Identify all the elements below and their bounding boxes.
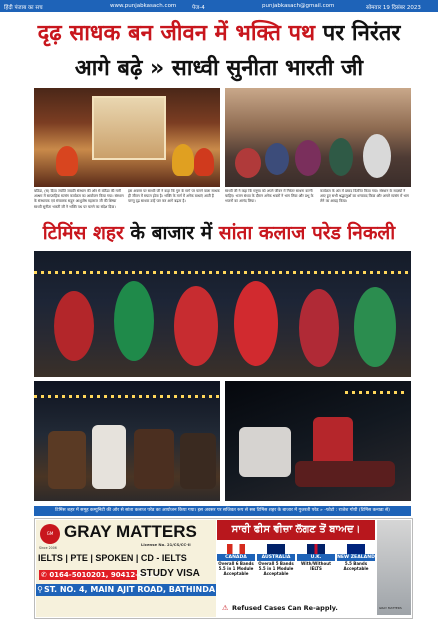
country-name: AUSTRALIA: [257, 554, 295, 561]
photo-caption: टिमिंस शहर में समूह कम्युनिटी की ओर से सांता कलाज परेड का आयोजन किया गया। इस अवसर पर सजिवत रूप से सब टिमिंस शहर के बाजार में गुजरती परेड » -फोटो : राजेश गोयी (टिमिंस कनाडा से): [34, 506, 411, 516]
header-bar: [0, 0, 438, 12]
figure-shape: [172, 144, 194, 176]
marcher-shape: [299, 289, 339, 367]
country-name: U.K.: [297, 554, 335, 561]
gray-matters-ad: [34, 518, 413, 619]
ad-address-text: ST. NO. 4, MAIN AJIT ROAD, BATHINDA: [44, 585, 216, 594]
ad-punjabi-heading: ਸਾਰੀ ਫੀਸ ਵੀਜ਼ਾ ਲੱਗਣ ਤੋਂ ਬਾਅਦ।: [217, 520, 375, 540]
location-pin-icon: ⚲: [37, 585, 43, 594]
horse-parade-photo: [34, 381, 220, 501]
ad-courses: IELTS | PTE | SPOKEN | CD - IELTS: [38, 553, 187, 563]
australia-flag-icon: [267, 544, 285, 554]
since-label: Since 2006: [39, 546, 57, 550]
marcher-shape: [54, 291, 94, 361]
uk-flag-icon: [307, 544, 325, 554]
header-email: punjabkasach@gmail.com: [262, 3, 335, 9]
main-headline-line1: [8, 17, 430, 47]
ad-phone: [39, 570, 163, 580]
horse-shape: [180, 433, 216, 489]
audience-shape: [235, 148, 261, 178]
warning-icon: ⚠: [222, 604, 229, 612]
figure-shape: [56, 146, 78, 176]
horse-shape: [134, 429, 174, 489]
ad-phone-number: 0164-5010201, 90412-43156: [49, 571, 163, 579]
header-masthead: हिंदी पंजाब का सच: [4, 5, 43, 11]
main-headline-line2: आगे बढ़े » साध्वी सुनीता भारती जी: [74, 56, 364, 81]
audience-shape: [329, 138, 353, 176]
parade-crowd-photo: [34, 251, 411, 377]
country-name: CANADA: [217, 554, 255, 561]
satsang-stage-photo: [34, 88, 220, 187]
ad-license: License No. 21/CS/CC-II: [141, 542, 191, 547]
lights-shape: [34, 395, 220, 398]
country-australia: [257, 544, 295, 576]
marcher-shape: [114, 281, 154, 361]
country-desc: With/Without IELTS: [300, 561, 332, 571]
santa-parade-headline: [20, 219, 418, 245]
subhead-red-part-2: सांता कलाज परेड निकली: [218, 222, 396, 244]
story-column-2: इस अवसर पर साध्वी जी ने कहा कि गुरु के मार्ग पर चलने वाला साधक ही जीवन में सफल होता है। भक्ति के मार्ग में अनेक बाधाएं आती हैं परन्तु दृढ़ साधक उन्हें पार कर आगे बढ़ता है।: [128, 189, 220, 204]
reindeer-shape: [239, 427, 291, 477]
country-new-zealand: [337, 544, 375, 571]
refused-cases-note: [222, 604, 338, 612]
country-desc: Overall 5 Bands 5.5 in 1 Module Acceptable: [258, 561, 294, 576]
header-website: www.punjabkasach.com: [110, 3, 177, 9]
country-name: NEW ZEALAND: [337, 555, 375, 560]
country-desc: Overall 6 Bands 5.5 in 1 Module Acceptable: [218, 561, 254, 576]
altar-shape: [92, 96, 166, 160]
ad-brand-title: GRAY MATTERS: [64, 522, 197, 541]
brand-logo-icon: GM: [40, 524, 60, 544]
country-canada: [217, 544, 255, 576]
new-zealand-flag-icon: [347, 544, 365, 554]
horse-shape: [48, 431, 86, 489]
marcher-shape: [174, 286, 218, 366]
headline-black-part: पर निरंतर: [322, 21, 401, 46]
subhead-red-part: टिमिंस शहर: [42, 222, 124, 244]
building-sign: GRAY MATTERS: [379, 606, 402, 610]
sleigh-shape: [295, 461, 395, 487]
marcher-shape: [354, 287, 396, 367]
lights-shape: [345, 391, 405, 394]
audience-shape: [265, 143, 289, 175]
phone-icon: ✆: [41, 571, 50, 579]
santa-sleigh-photo: [225, 381, 411, 501]
story-column-1: बठिंडा, (स) दिव्य ज्योति जाग्रति संस्थान की ओर से बठिंडा की गली आश्रम में साप्ताहिक सत्संग कार्यक्रम का आयोजन किया गया। संस्थान के संस्थापक एवं संचालक सद्गुरु आशुतोष महाराज जी की शिष्या साध्वी सुनीता भारती जी ने भक्ति पथ पर चलने का संदेश दिया।: [34, 189, 124, 209]
ad-left-panel: [36, 520, 216, 617]
ad-right-panel: [217, 520, 411, 617]
ad-address: [36, 584, 216, 596]
audience-shape: [295, 140, 321, 176]
headline-red-part: दृढ़ साधक बन जीवन में भक्ति पथ: [37, 21, 316, 46]
horse-shape: [92, 425, 126, 489]
canada-flag-icon: [227, 544, 245, 554]
story-column-4: कार्यक्रम के अंत में प्रसाद वितरित किया गया। संस्थान के सदस्यों ने आए हुए सभी श्रद्धालुओं का धन्यवाद किया और अगले सत्संग में भाग लेने का आग्रह किया।: [320, 189, 409, 204]
ad-study-visa: STUDY VISA: [140, 568, 200, 579]
lights-shape: [34, 271, 411, 274]
story-column-3: साध्वी जी ने कहा कि मनुष्य को अपने जीवन में निरंतर साधना करनी चाहिए। भजन संध्या के दौरान अनेक भक्तों ने भाग लिया और प्रभु के भजनों का आनंद लिया।: [225, 189, 314, 204]
refused-text: Refused Cases Can Re-apply.: [232, 604, 338, 612]
country-uk: [297, 544, 335, 571]
subhead-black-part: के बाजार में: [130, 222, 213, 244]
audience-photo: [225, 88, 411, 187]
header-date: सोमवार 19 दिसंबर 2023: [366, 5, 421, 11]
audience-shape: [363, 134, 391, 178]
marcher-shape: [234, 281, 278, 366]
santa-shape: [313, 417, 353, 467]
country-desc: 5.5 Bands Acceptable: [343, 561, 369, 571]
header-page-number: पेज-4: [192, 5, 205, 11]
office-building-image: [377, 520, 411, 615]
figure-shape: [194, 148, 214, 176]
